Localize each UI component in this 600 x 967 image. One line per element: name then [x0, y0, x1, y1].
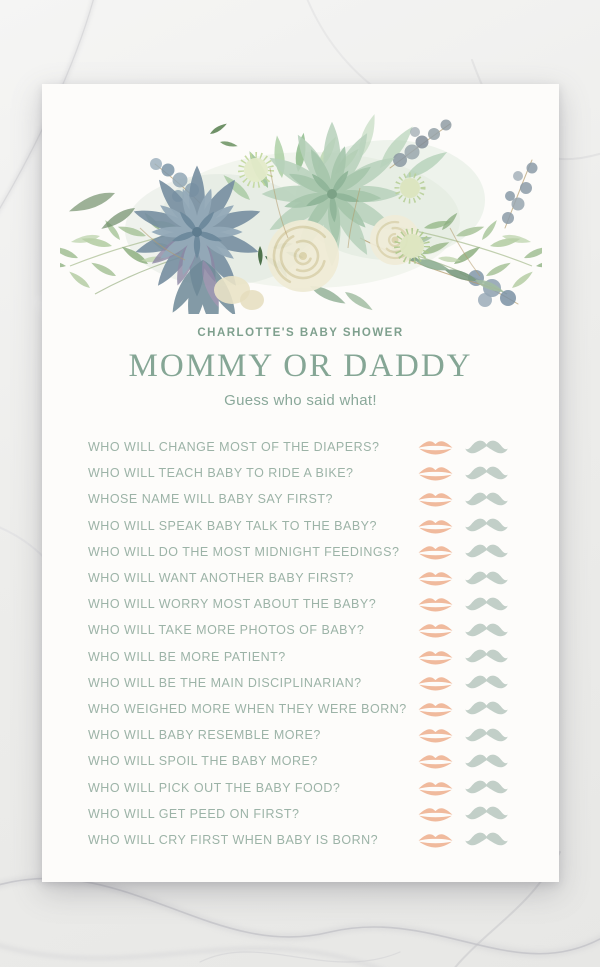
- answer-options: [417, 595, 510, 613]
- mustache-icon[interactable]: [463, 439, 510, 456]
- answer-options: [417, 805, 510, 823]
- lips-icon[interactable]: [417, 779, 454, 797]
- lips-icon[interactable]: [417, 517, 454, 535]
- question-row: [88, 644, 510, 670]
- lips-icon[interactable]: [417, 831, 454, 849]
- question-text: WHO WILL SPOIL THE BABY MORE?: [88, 754, 318, 769]
- card-header: [42, 327, 559, 409]
- mustache-icon[interactable]: [463, 491, 510, 508]
- lips-icon[interactable]: [417, 569, 454, 587]
- game-subtitle: Guess who said what!: [224, 392, 377, 409]
- question-text: WHO WILL SPEAK BABY TALK TO THE BABY?: [88, 518, 377, 533]
- question-row: [88, 565, 510, 591]
- question-text: WHO WILL PICK OUT THE BABY FOOD?: [88, 780, 341, 795]
- question-row: [88, 591, 510, 617]
- question-row: [88, 617, 510, 643]
- answer-options: [417, 831, 510, 849]
- answer-options: [417, 569, 510, 587]
- lips-icon[interactable]: [417, 726, 454, 744]
- question-text: WHO WILL BABY RESEMBLE MORE?: [88, 728, 321, 743]
- answer-options: [417, 464, 510, 482]
- mustache-icon[interactable]: [463, 465, 510, 482]
- question-text: WHO WILL WORRY MOST ABOUT THE BABY?: [88, 597, 377, 612]
- question-text: WHO WILL TAKE MORE PHOTOS OF BABY?: [88, 623, 365, 638]
- lips-icon[interactable]: [417, 464, 454, 482]
- question-text: WHO WILL BE MORE PATIENT?: [88, 649, 286, 664]
- mustache-icon[interactable]: [463, 596, 510, 613]
- lips-icon[interactable]: [417, 490, 454, 508]
- mustache-icon[interactable]: [463, 753, 510, 770]
- answer-options: [417, 648, 510, 666]
- question-row: [88, 460, 510, 486]
- mustache-icon[interactable]: [463, 517, 510, 534]
- lips-icon[interactable]: [417, 621, 454, 639]
- answer-options: [417, 517, 510, 535]
- mustache-icon[interactable]: [463, 700, 510, 717]
- mustache-icon[interactable]: [463, 543, 510, 560]
- question-text: WHO WILL GET PEED ON FIRST?: [88, 806, 300, 821]
- question-row: [88, 486, 510, 512]
- game-card: [42, 84, 559, 882]
- answer-options: [417, 700, 510, 718]
- mustache-icon[interactable]: [463, 805, 510, 822]
- mustache-icon[interactable]: [463, 622, 510, 639]
- answer-options: [417, 752, 510, 770]
- question-text: WHO WILL BE THE MAIN DISCIPLINARIAN?: [88, 675, 362, 690]
- questions-list: [88, 434, 510, 853]
- question-row: [88, 513, 510, 539]
- shower-name: CHARLOTTE'S BABY SHOWER: [197, 327, 404, 339]
- lips-icon[interactable]: [417, 752, 454, 770]
- question-text: WHO WILL WANT ANOTHER BABY FIRST?: [88, 571, 354, 586]
- lips-icon[interactable]: [417, 805, 454, 823]
- question-row: [88, 434, 510, 460]
- question-text: WHO WILL CHANGE MOST OF THE DIAPERS?: [88, 440, 380, 455]
- question-row: [88, 696, 510, 722]
- answer-options: [417, 543, 510, 561]
- answer-options: [417, 490, 510, 508]
- game-title: MOMMY OR DADDY: [128, 348, 473, 384]
- lips-icon[interactable]: [417, 700, 454, 718]
- question-text: WHO WEIGHED MORE WHEN THEY WERE BORN?: [88, 701, 407, 716]
- mustache-icon[interactable]: [463, 570, 510, 587]
- question-row: [88, 722, 510, 748]
- question-text: WHO WILL TEACH BABY TO RIDE A BIKE?: [88, 466, 354, 481]
- answer-options: [417, 621, 510, 639]
- mustache-icon[interactable]: [463, 648, 510, 665]
- question-row: [88, 801, 510, 827]
- mustache-icon[interactable]: [463, 727, 510, 744]
- question-row: [88, 774, 510, 800]
- answer-options: [417, 779, 510, 797]
- question-row: [88, 670, 510, 696]
- question-text: WHO WILL CRY FIRST WHEN BABY IS BORN?: [88, 832, 379, 847]
- mustache-icon[interactable]: [463, 831, 510, 848]
- answer-options: [417, 438, 510, 456]
- question-row: [88, 539, 510, 565]
- mustache-icon[interactable]: [463, 779, 510, 796]
- mustache-icon[interactable]: [463, 674, 510, 691]
- question-row: [88, 748, 510, 774]
- answer-options: [417, 726, 510, 744]
- question-text: WHOSE NAME WILL BABY SAY FIRST?: [88, 492, 333, 507]
- lips-icon[interactable]: [417, 674, 454, 692]
- question-row: [88, 827, 510, 853]
- lips-icon[interactable]: [417, 648, 454, 666]
- lips-icon[interactable]: [417, 595, 454, 613]
- lips-icon[interactable]: [417, 543, 454, 561]
- answer-options: [417, 674, 510, 692]
- question-text: WHO WILL DO THE MOST MIDNIGHT FEEDINGS?: [88, 544, 400, 559]
- floral-bouquet: [60, 108, 542, 314]
- lips-icon[interactable]: [417, 438, 454, 456]
